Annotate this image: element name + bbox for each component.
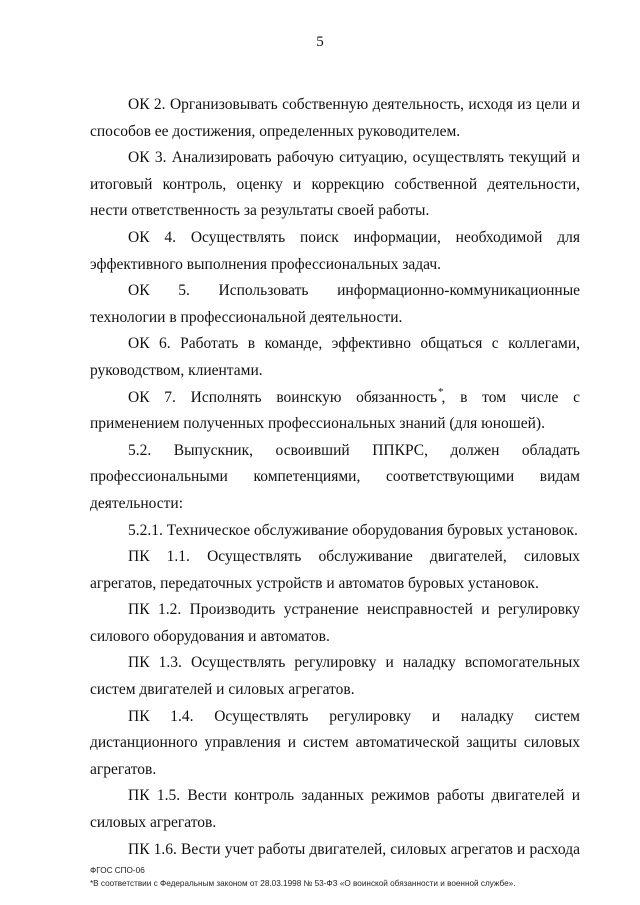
footer-standard-code: ФГОС СПО-06 bbox=[90, 866, 145, 875]
paragraph-pk1-3: ПК 1.3. Осуществлять регулировку и наладку вспомогательных систем двигателей и силовых агрегатов. bbox=[90, 654, 580, 699]
paragraph-ok2: ОК 2. Организовывать собственную деятельность, исходя из цели и способов ее достижения, определенных руководителем. bbox=[90, 96, 580, 140]
paragraph-pk1-4: ПК 1.4. Осуществлять регулировку и наладку систем дистанционного управления и систем автоматической защиты силовых агрегатов. bbox=[90, 707, 580, 778]
page-footer bbox=[90, 864, 635, 890]
footnote-mark: * bbox=[437, 385, 444, 398]
paragraph-pk1-6: ПК 1.6. Вести учет работы двигателей, силовых агрегатов и расхода bbox=[128, 840, 580, 858]
paragraph-ok6: ОК 6. Работать в команде, эффективно общаться с коллегами, руководством, клиентами. bbox=[90, 335, 580, 379]
paragraph-ok3: ОК 3. Анализировать рабочую ситуацию, осуществлять текущий и итоговый контроль, оценку и коррекцию собственной деятельности, нести ответственность за результаты своей работы. bbox=[90, 149, 580, 220]
footnote-text: *В соответствии с Федеральным законом от 28.03.1998 № 53-ФЗ «О воинской обязанности и военной службе». bbox=[90, 879, 516, 888]
paragraph-ok7-text-after: , в том числе с применением полученных профессиональных знаний (для юношей). bbox=[90, 388, 580, 433]
paragraph-pk1-2: ПК 1.2. Производить устранение неисправностей и регулировку силового оборудования и автоматов. bbox=[90, 601, 580, 645]
paragraph-ok5: ОК 5. Использовать информационно-коммуникационные технологии в профессиональной деятельности. bbox=[90, 282, 580, 326]
paragraph-ok7 bbox=[90, 385, 580, 438]
paragraph-ok7-text: ОК 7. Исполнять воинскую обязанность bbox=[128, 388, 437, 406]
page-number: 5 bbox=[316, 34, 324, 50]
paragraph-pk1-1: ПК 1.1. Осуществлять обслуживание двигателей, силовых агрегатов, передаточных устройств и автоматов буровых установок. bbox=[90, 548, 580, 592]
paragraph-5-2: 5.2. Выпускник, освоивший ППКРС, должен обладать профессиональными компетенциями, соответствующими видам деятельности: bbox=[90, 441, 580, 512]
paragraph-pk1-5: ПК 1.5. Вести контроль заданных режимов работы двигателей и силовых агрегатов. bbox=[90, 787, 580, 832]
paragraph-5-2-1: 5.2.1. Техническое обслуживание оборудования буровых установок. bbox=[128, 521, 578, 539]
document-body bbox=[90, 92, 580, 863]
paragraph-ok4: ОК 4. Осуществлять поиск информации, необходимой для эффективного выполнения профессиональных задач. bbox=[90, 228, 580, 273]
